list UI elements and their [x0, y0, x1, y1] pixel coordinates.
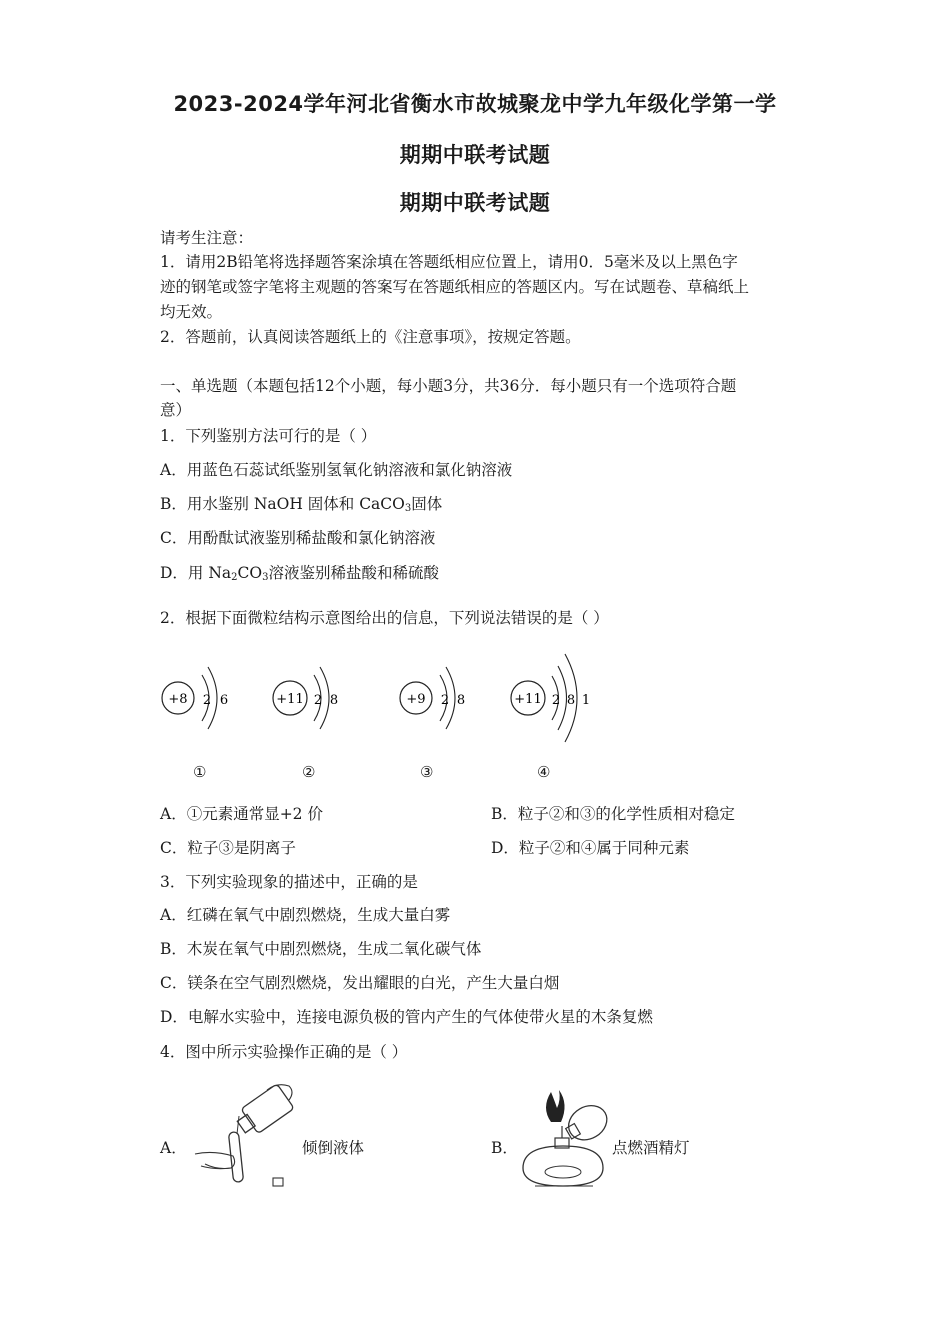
atom-diagram-3: [396, 655, 476, 750]
atom-4-shell-3: 1: [581, 693, 591, 708]
q4-stem: 4．图中所示实验操作正确的是（ ）: [160, 1043, 408, 1061]
atom-2-shell-2: 8: [329, 693, 339, 708]
q1-stem: 1．下列鉴别方法可行的是（ ）: [160, 427, 377, 445]
notice-item-2: 2．答题前，认真阅读答题纸上的《注意事项》，按规定答题。: [160, 328, 581, 346]
atom-3-shell-2: 8: [456, 693, 466, 708]
atom-4-nucleus: +11: [514, 692, 542, 707]
q3-option-c: C．镁条在空气剧烈燃烧，发出耀眼的白光，产生大量白烟: [160, 974, 560, 992]
atom-2-shell-1: 2: [313, 693, 323, 708]
atom-2-label: ②: [302, 763, 316, 781]
exam-title-line-1: 2023-2024学年河北省衡水市故城聚龙中学九年级化学第一学: [173, 92, 777, 116]
q3-option-b: B．木炭在氧气中剧烈燃烧，生成二氧化碳气体: [160, 940, 482, 958]
q1-option-c: C．用酚酞试液鉴别稀盐酸和氯化钠溶液: [160, 529, 436, 547]
atom-1-shell-1: 2: [202, 693, 212, 708]
notice-item-1a: 1．请用2B铅笔将选择题答案涂填在答题纸相应位置上，请用0．5毫米及以上黑色字: [160, 253, 738, 271]
q2-stem: 2．根据下面微粒结构示意图给出的信息，下列说法错误的是（ ）: [160, 609, 609, 627]
q2-option-b: B．粒子②和③的化学性质相对稳定: [491, 805, 735, 823]
atom-2-nucleus: +11: [276, 692, 304, 707]
pouring-liquid-illustration: [185, 1072, 305, 1194]
atom-1-nucleus: +8: [168, 692, 188, 707]
atom-3-shell-1: 2: [440, 693, 450, 708]
q4-option-a-caption: 倾倒液体: [302, 1139, 365, 1157]
atom-4-shell-1: 2: [551, 693, 561, 708]
notice-heading: 请考生注意：: [160, 229, 254, 247]
atom-3-label: ③: [420, 763, 434, 781]
q1-option-d-subscript-2: 3: [262, 572, 269, 583]
q4-option-b-letter: B．: [491, 1139, 518, 1157]
q1-option-b: [160, 492, 800, 521]
q1-option-b-tail: 固体: [411, 495, 443, 513]
atom-4-label: ④: [537, 763, 551, 781]
q3-option-d: D．电解水实验中，连接电源负极的管内产生的气体使带火星的木条复燃: [160, 1008, 653, 1026]
q3-option-a: A．红磷在氧气中剧烈燃烧，生成大量白雾: [160, 906, 451, 924]
notice-item-1b: 迹的钢笔或签字笔将主观题的答案写在答题纸相应的答题区内。写在试题卷、草稿纸上: [160, 278, 750, 296]
q1-option-d-formula: CO: [237, 564, 263, 582]
section-header-line-1: 一、单选题（本题包括12个小题，每小题3分，共36分．每小题只有一个选项符合题: [160, 377, 737, 395]
q1-option-d-tail: 溶液鉴别稀盐酸和稀硫酸: [268, 564, 440, 582]
exam-title-line-3: 期期中联考试题: [399, 191, 551, 215]
exam-title-line-2: 期期中联考试题: [399, 143, 551, 167]
atom-diagram-1: [158, 655, 238, 750]
q4-option-b-caption: 点燃酒精灯: [612, 1139, 690, 1157]
q1-option-b-subscript: 3: [404, 503, 412, 514]
q2-option-c: C．粒子③是阴离子: [160, 839, 296, 857]
atom-1-label: ①: [193, 763, 207, 781]
atom-diagram-2: [268, 655, 348, 750]
alcohol-lamp-illustration: [515, 1082, 615, 1194]
atom-diagram-4: [505, 640, 605, 755]
atom-3-nucleus: +9: [406, 692, 426, 707]
q1-option-d-text: D．用 Na: [160, 564, 232, 582]
atom-4-shell-2: 8: [566, 693, 576, 708]
q3-stem: 3．下列实验现象的描述中，正确的是: [160, 873, 418, 891]
q1-option-b-text: B．用水鉴别 NaOH 固体和 CaCO: [160, 495, 405, 513]
q1-option-a: A．用蓝色石蕊试纸鉴别氢氧化钠溶液和氯化钠溶液: [160, 461, 513, 479]
atom-1-shell-2: 6: [219, 693, 229, 708]
q4-option-a-letter: A．: [160, 1139, 187, 1157]
q2-option-d: D．粒子②和④属于同种元素: [491, 839, 690, 857]
q1-option-d: [160, 561, 800, 590]
section-header-line-2: 意）: [160, 401, 192, 419]
notice-item-1c: 均无效。: [160, 303, 223, 321]
q2-option-a: A．①元素通常显+2 价: [160, 805, 323, 823]
q1-option-d-subscript-1: 2: [231, 572, 238, 583]
